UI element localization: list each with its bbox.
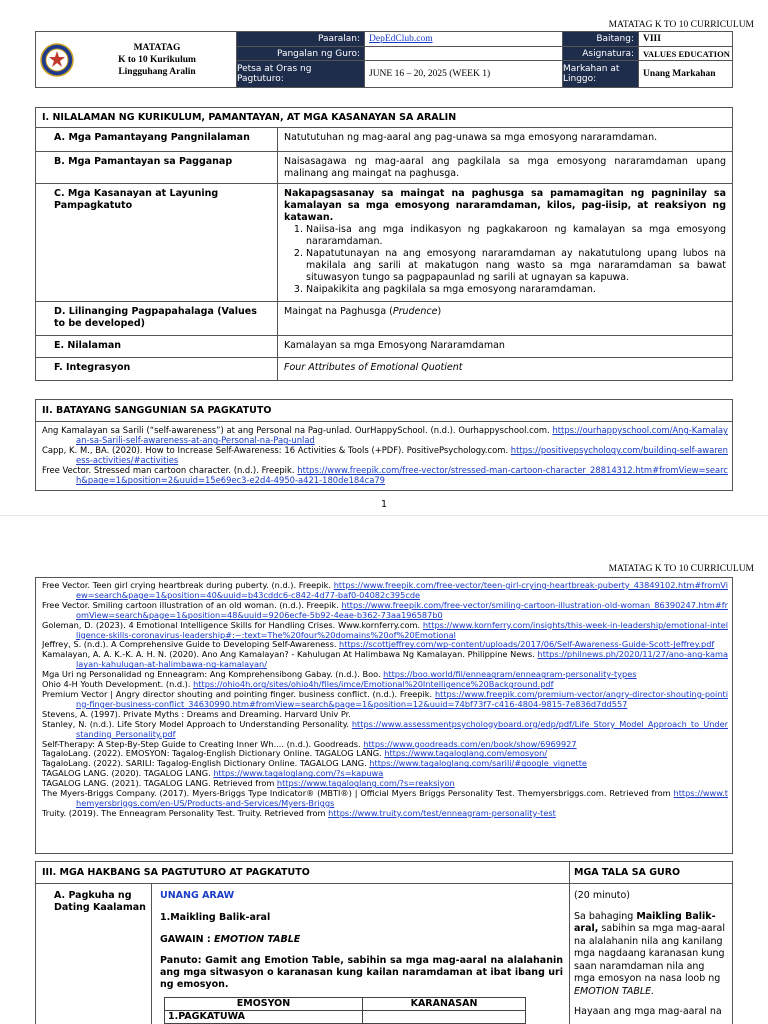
paaralan-label: Paaralan: [236,32,364,46]
baitang-label: Baitang: [562,32,638,46]
reference-link[interactable]: https://www.goodreads.com/en/book/show/6969927 [363,738,577,749]
section-2-continued [35,577,733,854]
markahan-value: Unang Markahan [638,60,732,87]
references-list [36,422,732,489]
reference-link[interactable]: https://www.assessmentpsychologyboard.org/edp/pdf/Life_Story_Model_Approach_to_Understanding_Personality.pdf [76,718,728,739]
curriculum-label: MATATAG K TO 10 CURRICULUM [608,20,754,30]
section-1-table [35,107,733,381]
asignatura-value: VALUES EDUCATION [638,46,732,60]
reference-link[interactable]: https://ohio4h.org/sites/ohio4h/files/imce/Emotional%20Intelligence%20Background.pdf [193,679,554,690]
list-item: 3. Naipakikita ang pagkilala sa mga emosyong nararamdaman. [306,284,726,296]
reference-link[interactable]: https://www.tagaloglang.com/sarili/#google_vignette [369,758,587,769]
row-integrasyon: F. Integrasyon Four Attributes of Emotional Quotient [36,358,732,380]
references-list-continued [36,578,732,822]
reference-item: Free Vector. Stressed man cartoon character. (n.d.). Freepik. https://www.freepik.com/free-vector/stressed-man-cartoon-character_28814312.htm#fromView=search&page=1&position=2&uuid=15e69ec3-e2d4-4950-a421-180de184ca79 [42,465,728,486]
reference-link[interactable]: https://ourhappyschool.com/Ang-Kamalayan-sa-Sarili-self-awareness-at-ang-Personal-na-Pag-unlad [76,425,728,446]
reference-link[interactable]: https://www.freepik.com/premium-vector/angry-director-shouting-pointing-finger-business-conflict_34630990.htm#fromView=search&page=1&position=12&uuid=74bf73f7-c416-4804-9815-7e836d7dd557 [76,688,728,709]
reference-link[interactable]: https://www.kornferry.com/insights/this-week-in-leadership/emotional-intelligence-skills-coronavirus-leadership#:~:text=The%20four%20domains%20of%20Emotional [76,619,728,640]
reference-item: Truity. (2019). The Enneagram Personality Test. Truity. Retrieved from https://www.truity.com/test/enneagram-personality-test [42,807,556,818]
reference-link[interactable]: https://www.tagaloglang.com/emosyon/ [384,748,548,759]
baitang-value: VIII [638,32,732,46]
reference-link[interactable]: https://www.tagaloglang.com/?s=reaksiyon [276,778,455,789]
activity-title: 1.Maikling Balik-aral [160,912,271,923]
reference-item: Mga Uri ng Personalidad ng Enneagram: Ang Komprehensibong Gabay. (n.d.). Boo. https://boo.world/fil/enneagram/enneagram-personality-types [42,669,637,680]
list-item: 1. Naiisa-isa ang mga indikasyon ng pagkakaroon ng kamalayan sa mga emosyong nararamdaman. [306,224,726,248]
reference-item: Stanley, N. (n.d.). Life Story Model Approach to Understanding Personality. https://www.assessmentpsychologyboard.org/edp/pdf/Life_Story_Model_Approach_to_Understanding_Personality.pdf [42,718,728,739]
reference-item: Free Vector. Teen girl crying heartbreak during puberty. (n.d.). Freepik. https://www.freepik.com/free-vector/teen-girl-crying-heartbreak-puberty_43849102.htm#fromView=search&page=1&position=40&uuid=b43cddc6-c842-4d77-baf0-04082c395cde [42,580,728,600]
row-pagpapahalaga: D. Lilinanging Pagpapahalaga (Values to be developed) Maingat na Paghusga (Prudence) [36,302,732,336]
section-2-heading: II. BATAYANG SANGGUNIAN SA PAGKATUTO [36,400,732,422]
instructions: Panuto: Gamit ang Emotion Table, sabihin sa mga mag-aaral na alalahanin ang mga sitwasyon o karanasan kung kailan naramdaman at ibat ibang uri ng emosyon. [160,955,563,990]
section-2-table [35,399,733,491]
reference-item: Goleman, D. (2023). 4 Emotional Intelligence Skills for Handling Crises. Www.kornferry.com. https://www.kornferry.com/insights/this-week-in-leadership/emotional-intelligence-skills-coronavirus-leadership#:~:text=The%20four%20domains%20of%20Emotional [42,619,728,640]
emotion-table [164,997,526,1024]
reference-link[interactable]: https://www.freepik.com/free-vector/teen-girl-crying-heartbreak-puberty_43849102.htm#fromView=search&page=1&position=40&uuid=b43cddc6-c842-4d77-baf0-04082c395cde [76,580,728,600]
table-row: 1.PAGKATUWA [165,1011,526,1024]
lesson-steps [152,884,570,1024]
reference-item: The Myers-Briggs Company. (2017). Myers-Briggs Type Indicator® (MBTI®) | Official Myers Briggs Personality Test. Themyersbriggs.com. Retrieved from https://www.themyersbriggs.com/en-US/Products-and-Services/Myers-Briggs [42,788,728,808]
reference-item: TAGALOG LANG. (2020). TAGALOG LANG. https://www.tagaloglang.com/?s=kapuwa [42,768,384,779]
reference-item: Free Vector. Smiling cartoon illustration of an old woman. (n.d.). Freepik. https://www.freepik.com/free-vector/smiling-cartoon-illustration-old-woman_86390247.htm#fromView=search&page=1&position=48&uuid=9206ecfe-5b92-4eae-b362-73aa196587b0 [42,599,728,620]
guro-label: Pangalan ng Guro: [236,46,364,60]
notes-heading: MGA TALA SA GURO [570,862,732,884]
guro-value [364,46,562,60]
layunin-list [306,224,726,296]
section-3-heading: III. MGA HAKBANG SA PAGTUTURO AT PAGKATUTO [36,862,570,884]
reference-link[interactable]: https://www.truity.com/test/enneagram-personality-test [328,807,556,818]
notes-time: (20 minuto) [574,890,630,901]
karanasan-cell[interactable] [363,1011,526,1024]
page-number: 1 [380,499,388,510]
reference-item: Kamalayan, A. A. K.-K. A. H. N. (2020). Ano Ang Kamalayan? - Kahulugan At Halimbawa Ng Kamalayan. Philippine News. https://philnews.ph/2020/11/27/ano-ang-kamalayan-kahulugan-at-halimbawa-ng-kamalayan/ [42,649,728,670]
teacher-notes [570,884,732,1024]
deped-seal-logo [36,32,78,87]
notes-text: Sa bahaging Maikling Balik-aral, sabihin sa mga mag-aaral na alalahanin nila ang kanilang mga nagdaang karanasan kung saan naramdaman nila ang mga emosyon na nasa loob ng EMOTION TABLE. [574,910,725,997]
asignatura-label: Asignatura: [562,46,638,60]
petsa-value: JUNE 16 – 20, 2025 (WEEK 1) [364,60,562,87]
emotion-table-header: EMOSYON [165,998,363,1011]
part-label: A. Pagkuha ng Dating Kaalaman [36,884,152,1024]
reference-item: TagaloLang. (2022). SARILI: Tagalog-English Dictionary Online. TAGALOG LANG. https://www.tagaloglang.com/sarili/#google_vignette [42,758,587,769]
reference-item: Ang Kamalayan sa Sarili (“self-awareness”) at ang Personal na Pag-unlad. OurHappySchool. (n.d.). Ourhappyschool.com. https://ourhappyschool.com/Ang-Kamalayan-sa-Sarili-self-awareness-at-ang-Personal-na-Pag-unlad [42,425,728,446]
paaralan-value[interactable]: DepEdClub.com [364,32,562,46]
reference-item: Self-Therapy: A Step-By-Step Guide to Creating Inner Wh.... (n.d.). Goodreads. https://www.goodreads.com/en/book/show/6969927 [42,738,577,749]
markahan-label: Markahan at Linggo: [562,60,638,87]
reference-item: TagaloLang. (2022). EMOSYON: Tagalog-English Dictionary Online. TAGALOG LANG. https://www.tagaloglang.com/emosyon/ [42,748,548,759]
emotion-table-header: KARANASAN [363,998,526,1011]
reference-item: Premium Vector | Angry director shouting and pointing finger. business conflict. (n.d.). Freepik. https://www.freepik.com/premium-vector/angry-director-shouting-pointing-finger-business-conflict_34630990.htm#fromView=search&page=1&position=12&uuid=74bf73f7-c416-4804-9815-7e836d7dd557 [42,688,728,709]
reference-link[interactable]: https://www.freepik.com/free-vector/smiling-cartoon-illustration-old-woman_86390247.htm#fromView=search&page=1&position=48&uuid=9206ecfe-5b92-4eae-b362-73aa196587b0 [76,599,728,620]
section-1-heading: I. NILALAMAN NG KURIKULUM, PAMANTAYAN, AT MGA KASANAYAN SA ARALIN [36,108,732,128]
row-pamantayang-pangnilalaman: A. Mga Pamantayang Pangnilalaman Natututuhan ng mag-aaral ang pag-unawa sa mga emosyong nararamdaman. [36,128,732,152]
reference-link[interactable]: https://philnews.ph/2020/11/27/ano-ang-kamalayan-kahulugan-at-halimbawa-ng-kamalayan/ [76,649,728,670]
reference-item: Stevens, A. (1997). Private Myths : Dreams and Dreaming. Harvard Univ Pr. [42,708,351,719]
row-pamantayan-sa-pagganap: B. Mga Pamantayan sa Pagganap Naisasagawa ng mag-aaral ang pagkilala sa mga emosyong nararamdaman upang malinang ang maingat na paghusga. [36,152,732,184]
reference-link[interactable]: https://www.themyersbriggs.com/en-US/Products-and-Services/Myers-Briggs [76,788,728,808]
day-label: UNANG ARAW [160,890,235,901]
header-title: MATATAG K to 10 Kurikulum Lingguhang Aralin [118,42,196,77]
reference-link[interactable]: https://positivepsychology.com/building-self-awareness-activities/#activities [76,445,728,466]
section-3-table [35,861,733,1024]
header-table [35,31,733,88]
reference-link[interactable]: https://boo.world/fil/enneagram/enneagram-personality-types [383,669,637,680]
reference-item: Jeffrey, S. (n.d.). A Comprehensive Guide to Developing Self-Awareness. https://scottjeffrey.com/wp-content/uploads/2017/06/Self-Awareness-Guide-Scott-Jeffrey.pdf [42,639,715,650]
list-item: 2. Napatutunayan na ang emosyong nararamdaman ay nakatutulong upang lubos na makilala ang sarili at makatugon nang wasto sa mga nararamdaman sa bawat situwasyon tungo sa pagpapaunlad ng sarili at ugnayan sa kapuwa. [306,248,726,284]
gawain-title: GAWAIN : EMOTION TABLE [160,934,301,945]
reference-link[interactable]: https://www.tagaloglang.com/?s=kapuwa [213,768,384,779]
notes-text-2: Hayaan ang mga mag-aaral na [574,1006,722,1017]
reference-item: Ohio 4-H Youth Development. (n.d.). https://ohio4h.org/sites/ohio4h/files/imce/Emotional%20Intelligence%20Background.pdf [42,679,554,690]
reference-item: Capp, K. M., BA. (2020). How to Increase Self-Awareness: 16 Activities & Tools (+PDF). PositivePsychology.com. https://positivepsychology.com/building-self-awareness-activities/#activities [42,445,728,466]
reference-item: TAGALOG LANG. (2021). TAGALOG LANG. Retrieved from https://www.tagaloglang.com/?s=reaksiyon [42,778,455,789]
row-nilalaman: E. Nilalaman Kamalayan sa mga Emosyong Nararamdaman [36,336,732,358]
curriculum-label-2: MATATAG K TO 10 CURRICULUM [608,564,754,574]
reference-link[interactable]: https://www.freepik.com/free-vector/stressed-man-cartoon-character_28814312.htm#fromView=search&page=1&position=2&uuid=15e69ec3-e2d4-4950-a421-180de184ca79 [76,465,728,486]
petsa-label: Petsa at Oras ng Pagtuturo: [236,60,364,87]
row-kasanayan-layunin: C. Mga Kasanayan at Layuning Pampagkatuto Nakapagsasanay sa maingat na paghusga sa pamamagitan ng pagninilay sa kamalayan sa mga emosyong nararamdaman, kilos, pag-iisip, at reaksiyon ng katawan. 1. Naiisa-isa ang mga indikasyon ng pagkakaroon ng kamalayan sa mga emosyong nararamdaman. 2. Napatutunayan na ang emosyong nararamdaman ay nakatutulong upang lubos na makilala ang sarili at makatugon nang wasto sa mga nararamdaman sa bawat situwasyon tungo sa pagpapaunlad ng sarili at ugnayan sa kapuwa. 3. Naipakikita ang pagkilala sa mga emosyong nararamdaman. [36,184,732,302]
reference-link[interactable]: https://scottjeffrey.com/wp-content/uploads/2017/06/Self-Awareness-Guide-Scott-Jeffrey.pdf [339,639,715,650]
